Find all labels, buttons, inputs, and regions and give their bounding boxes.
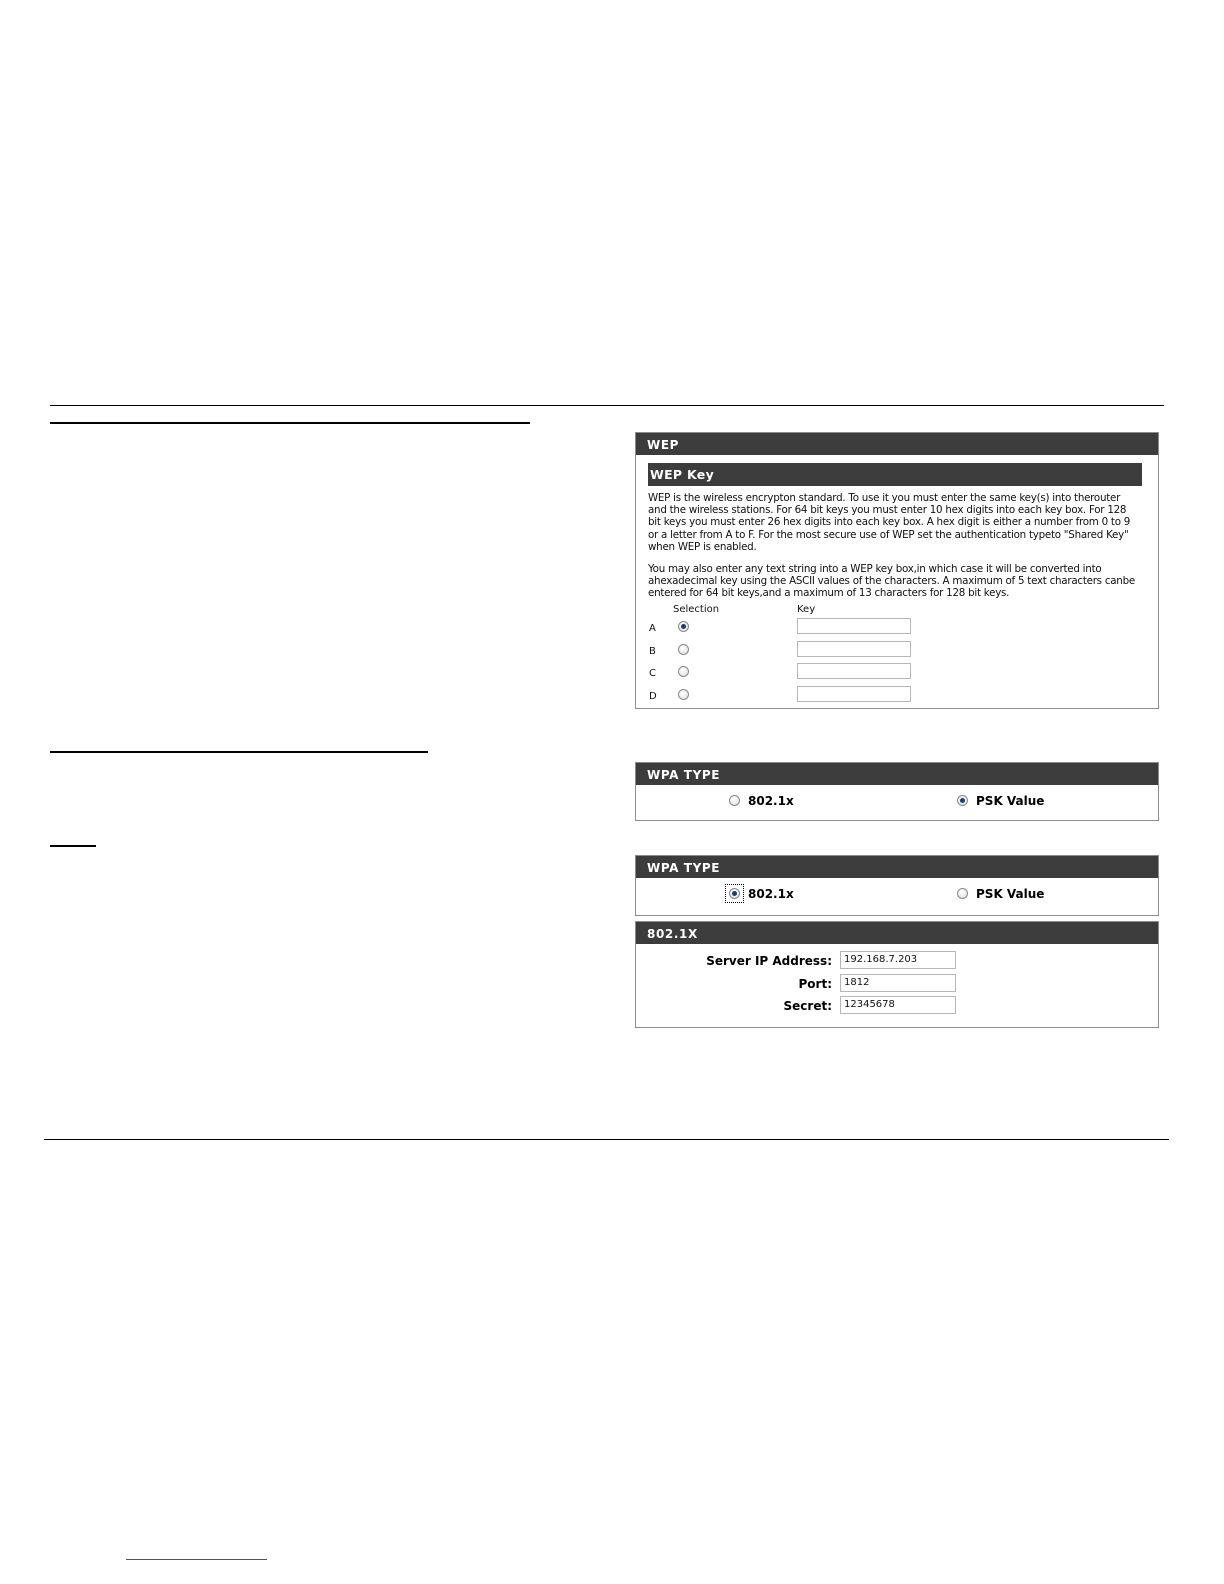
key-letter: C <box>649 667 656 679</box>
dot1x-panel-header: 802.1X <box>636 922 1158 944</box>
server-ip-input[interactable]: 192.168.7.203 <box>840 951 956 969</box>
secret-label: Secret: <box>783 999 832 1013</box>
wep-key-subheader: WEP Key <box>648 463 1142 486</box>
key-b-input[interactable] <box>797 641 911 657</box>
wep-key-row-d <box>636 686 1158 706</box>
key-a-radio[interactable] <box>678 621 689 632</box>
key-c-radio[interactable] <box>678 666 689 677</box>
wpa-8021x-radio[interactable] <box>729 888 740 899</box>
key-a-input[interactable] <box>797 618 911 634</box>
wpa-psk-radio[interactable] <box>957 888 968 899</box>
key-b-radio[interactable] <box>678 644 689 655</box>
footer-link-rule <box>126 1559 267 1560</box>
key-letter: A <box>649 622 656 634</box>
wpa-type-header: WPA TYPE <box>636 856 1158 878</box>
dot1x-fields <box>636 944 1158 1024</box>
key-d-input[interactable] <box>797 686 911 702</box>
bottom-rule <box>44 1139 1169 1140</box>
section-rule-wep <box>50 422 530 424</box>
wpa-psk-radio[interactable] <box>957 795 968 806</box>
port-row <box>636 974 1158 994</box>
wep-key-row-c <box>636 663 1158 683</box>
key-c-input[interactable] <box>797 663 911 679</box>
wpa-type-panel-8021x <box>635 855 1159 916</box>
selection-column-header: Selection <box>673 603 720 615</box>
wpa-type-panel-psk <box>635 762 1159 821</box>
key-d-radio[interactable] <box>678 689 689 700</box>
wpa-type-header: WPA TYPE <box>636 763 1158 785</box>
wep-ascii-description: You may also enter any text string into a WEP key box,in which case it will be converted into ahexadecimal key using the ASCII values of the characters. A maximum of 5 text characters canbe entered for 64 bit keys,and a maximum of 13 characters for 128 bit keys. <box>648 563 1135 600</box>
wpa-8021x-label: 802.1x <box>748 887 794 901</box>
wep-key-row-a <box>636 618 1158 638</box>
port-input[interactable]: 1812 <box>840 974 956 992</box>
section-rule-wpa <box>50 751 428 753</box>
wep-panel <box>635 432 1159 709</box>
top-rule <box>50 405 1164 406</box>
wpa-psk-label: PSK Value <box>976 794 1045 808</box>
wpa-psk-label: PSK Value <box>976 887 1045 901</box>
secret-input[interactable]: 12345678 <box>840 996 956 1014</box>
wep-key-row-b <box>636 641 1158 661</box>
dot1x-panel <box>635 921 1159 1028</box>
server-ip-row <box>636 951 1158 971</box>
wpa-8021x-label: 802.1x <box>748 794 794 808</box>
wep-key-table <box>636 604 1158 704</box>
wpa-type-options <box>636 785 1158 819</box>
key-letter: B <box>649 645 656 657</box>
wpa-8021x-radio[interactable] <box>729 795 740 806</box>
wpa-type-options <box>636 878 1158 912</box>
key-letter: D <box>649 690 657 702</box>
section-rule-short <box>50 845 96 847</box>
key-column-header: Key <box>797 603 816 615</box>
server-ip-label: Server IP Address: <box>706 954 832 968</box>
port-label: Port: <box>798 977 832 991</box>
wep-panel-header: WEP <box>636 433 1158 455</box>
secret-row <box>636 996 1158 1016</box>
wep-description: WEP is the wireless encrypton standard. To use it you must enter the same key(s) into therouter and the wireless stations. For 64 bit keys you must enter 10 hex digits into each key box. For 128 bit keys you must enter 26 hex digits into each key box. A hex digit is either a number from 0 to 9 or a letter from A to F. For the most secure use of WEP set the authentication typeto "Shared Key" when WEP is enabled. <box>648 492 1131 553</box>
